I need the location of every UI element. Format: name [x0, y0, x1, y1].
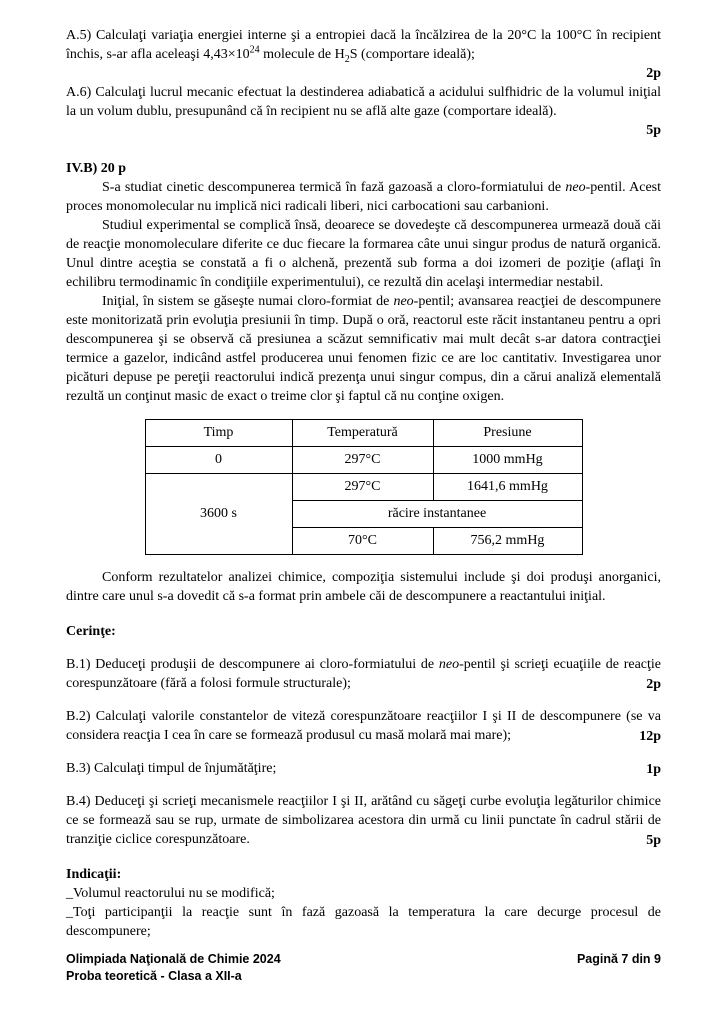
points-a6: 5p: [646, 123, 661, 138]
table-header-temperatura: Temperatură: [292, 420, 433, 447]
table-cell-temp: 297°C: [292, 474, 433, 501]
section-b-paragraph-2: Studiul experimental se complică însă, deoarece se dovedeşte că descompunerea urmează două căi de reacţie monomoleculare diferite ce duc fiecare la formarea câte unui singur produs de natură organică. Unul dintre aceştia se constată a fi o alchenă, prezentă sub forma a doi izomeri de poziţie (aflaţi în echilibru termodinamic în condiţiile experimentului), ce rezultă din acelaşi intermediar nestabil.: [66, 218, 661, 290]
table-cell-pres: 1000 mmHg: [433, 447, 582, 474]
section-b-paragraph-1: S-a studiat cinetic descompunerea termică în fază gazoasă a cloro-formiatului de neo-pentil. Acest proces monomolecular nu implică nici radicali liberi, nici carbocationi sau carbanioni.: [66, 180, 662, 214]
table-header-row: [145, 420, 582, 447]
table-cell-timp: 3600 s: [145, 474, 292, 555]
indication-2: _Toţi participanţii la reacţie sunt în fază gazoasă la temperatura la care decurge procesul de descompunere;: [66, 905, 661, 939]
points-b3: 1p: [646, 762, 661, 777]
requirement-b2: [66, 707, 661, 745]
table-cell-temp: 297°C: [292, 447, 433, 474]
points-b4: 5p: [646, 833, 661, 848]
table-cell-timp: 0: [145, 447, 292, 474]
section-ivb-heading: IV.B) 20 p: [66, 161, 127, 176]
requirement-b4: [66, 792, 661, 849]
table-cell-merged: răcire instantanee: [292, 501, 582, 528]
points-b1: 2p: [646, 677, 661, 692]
indication-1: _Volumul reactorului nu se modifică;: [66, 886, 275, 901]
section-b-paragraph-3: Iniţial, în sistem se găseşte numai cloro-formiat de neo-pentil; avansarea reacţiei de descompunere este monitorizată prin evoluţia presiunii în timp. După o oră, reactorul este răcit instantaneu pentru a opri descompunerea şi se observă că presiunea a scăzut semnificativ mai mult decât s-ar datora contracţiei termice a gazelor, indicând astfel producerea unui fenomen fizic ce are loc cantitativ. Investigarea unor picături depuse pe pereţii reactorului indică prezenţa unui singur compus, din a cărui analiză elementală rezultă un conţinut masic de exact o treime clor şi faptul că nu conţine oxigen.: [66, 294, 661, 404]
requirement-b4-text: B.4) Deduceţi şi scrieţi mecanismele reacţiilor I şi II, arătând cu săgeţi curbe evoluţia legăturilor chimice ce se formează sau se rup, urmate de simbolizarea acestora din urmă cu linii punctate în cadrul stării de tranziţie ciclice corespunzătoare.: [66, 794, 661, 847]
requirement-b3-text: B.3) Calculaţi timpul de înjumătăţire;: [66, 761, 277, 776]
page-footer: [66, 951, 661, 985]
table-header-timp: Timp: [145, 420, 292, 447]
points-a5: 2p: [646, 66, 661, 81]
footer-page-number: Pagină 7 din 9: [576, 952, 661, 966]
footer-olympiad-title: Olimpiada Naţională de Chimie 2024: [66, 952, 281, 966]
points-b2: 12p: [639, 729, 661, 744]
requirement-b3: [66, 759, 661, 778]
table-cell-temp: 70°C: [292, 528, 433, 555]
footer-left: [66, 951, 281, 985]
table-header-presiune: Presiune: [433, 420, 582, 447]
requirement-b1-text: B.1) Deduceţi produşii de descompunere ai cloro-formiatului de neo-pentil şi scrieţi ecuaţiile de reacţie corespunzătoare (fără a folosi formule structurale);: [66, 657, 661, 691]
table-row: [145, 474, 582, 501]
pressure-data-table: [145, 419, 583, 555]
requirement-b2-text: B.2) Calculaţi valorile constantelor de viteză corespunzătoare reacţiilor I şi II de descompunere (se va considera reacţia I cea în care se formează produsul cu masă molară mai mare);: [66, 709, 661, 743]
table-cell-pres: 756,2 mmHg: [433, 528, 582, 555]
requirement-b1: [66, 655, 661, 693]
section-b-paragraph-4: Conform rezultatelor analizei chimice, compoziţia sistemului include şi doi produşi anorganici, dintre care unul s-a dovedit că s-a format prin ambele căi de descompunere a reactantului iniţial.: [66, 570, 661, 604]
table-row: [145, 447, 582, 474]
footer-exam-subtitle: Proba teoretică - Clasa a XII-a: [66, 969, 242, 983]
problem-a5-text: A.5) Calculaţi variaţia energiei interne şi a entropiei dacă la încălzirea de la 20°C la 100°C în recipient închis, s-ar afla aceleaşi $4,43\times 10^{24}$ molecule de $H_2S$ (comportare ideală);: [66, 28, 661, 65]
indicatii-label: Indicaţii:: [66, 867, 122, 882]
problem-a6-text: A.6) Calculaţi lucrul mecanic efectuat la destinderea adiabatică a acidului sulfhidric de la volumul iniţial la un volum dublu, presupunând că în recipient nu se află alte gaze (comportare ideală).: [66, 85, 661, 119]
table-cell-pres: 1641,6 mmHg: [433, 474, 582, 501]
cerinte-label: Cerinţe:: [66, 624, 116, 639]
